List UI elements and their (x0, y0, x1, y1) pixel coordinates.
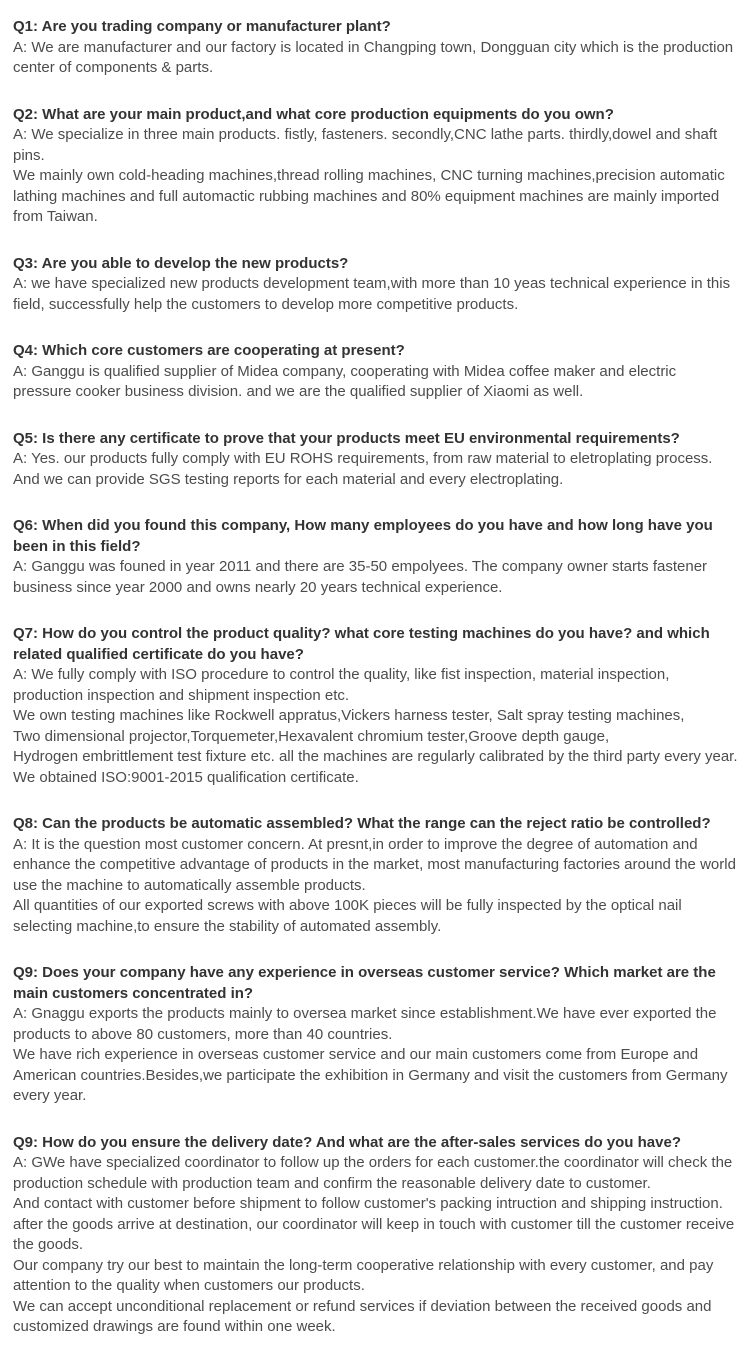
faq-item (13, 17, 738, 79)
faq-answer-paragraph: A: We specialize in three main products. fistly, fasteners. secondly,CNC lathe parts. thirdly,dowel and shaft pins. (13, 126, 718, 164)
faq-question: Q2: What are your main product,and what core production equipments do you own? (13, 105, 614, 123)
faq-answer-paragraph: A: We are manufacturer and our factory is located in Changping town, Dongguan city which is the production center of components & parts. (13, 38, 734, 76)
faq-answer-paragraph: A: It is the question most customer concern. At presnt,in order to improve the degree of automation and enhance the competitive advantage of products in the market, most manufacturing factories around the world use the machine to automatically assemble products. (13, 835, 736, 894)
faq-answer-paragraph: Hydrogen embrittlement test fixture etc. all the machines are regularly calibrated by the third party every year. (13, 748, 738, 765)
faq-answer (13, 1153, 738, 1338)
faq-answer (13, 835, 738, 938)
faq-answer-paragraph: A: Ganggu was founed in year 2011 and there are 35-50 empolyees. The company owner starts fastener business since year 2000 and owns nearly 20 years technical experience. (13, 558, 708, 596)
faq-answer-paragraph: A: Ganggu is qualified supplier of Midea company, cooperating with Midea coffee maker and electric pressure cooker business division. and we are the qualified supplier of Xiaomi as well. (13, 362, 677, 400)
faq-item (13, 963, 738, 1107)
faq-answer-paragraph: A: GWe have specialized coordinator to follow up the orders for each customer.the coordinator will check the production schedule with production team and confirm the reasonable delivery date to customer. (13, 1154, 733, 1192)
faq-answer-paragraph: Two dimensional projector,Torquemeter,Hexavalent chromium tester,Groove depth gauge, (13, 727, 610, 745)
faq-item (13, 814, 738, 937)
faq-item (13, 1133, 738, 1338)
faq-answer-paragraph: All quantities of our exported screws with above 100K pieces will be fully inspected by the optical nail selecting machine,to ensure the stability of automated assembly. (13, 897, 682, 935)
faq-question: Q3: Are you able to develop the new products? (13, 254, 349, 272)
faq-answer-paragraph: We own testing machines like Rockwell appratus,Vickers harness tester, Salt spray testing machines, (13, 707, 685, 724)
faq-answer-paragraph: A: We fully comply with ISO procedure to control the quality, like fist inspection, material inspection, production inspection and shipment inspection etc. (13, 666, 670, 704)
faq-answer (13, 449, 738, 490)
faq-answer-paragraph: We obtained ISO:9001-2015 qualification certificate. (13, 768, 359, 786)
faq-item (13, 341, 738, 403)
faq-question: Q7: How do you control the product quality? what core testing machines do you have? and which related qualified certificate do you have? (13, 625, 710, 663)
faq-answer-paragraph: Our company try our best to maintain the long-term cooperative relationship with every customer, and pay attention to the quality when customers our products. (13, 1256, 714, 1294)
faq-item (13, 516, 738, 598)
faq-answer-paragraph: And contact with customer before shipment to follow customer's packing intruction and shipping instruction. (13, 1195, 723, 1212)
faq-question: Q6: When did you found this company, How many employees do you have and how long have you been in this field? (13, 517, 713, 555)
faq-question: Q1: Are you trading company or manufacturer plant? (13, 18, 391, 35)
faq-item (13, 105, 738, 228)
faq-item (13, 254, 738, 316)
faq-answer-paragraph: We can accept unconditional replacement or refund services if deviation between the received goods and customized drawings are found within one week. (13, 1297, 712, 1335)
faq-question: Q9: Does your company have any experience in overseas customer service? Which market are the main customers concentrated in? (13, 964, 716, 1002)
faq-answer-paragraph: A: Yes. our products fully comply with EU ROHS requirements, from raw material to eletroplating process. (13, 450, 713, 467)
faq-answer (13, 1004, 738, 1107)
faq-answer-paragraph: A: Gnaggu exports the products mainly to oversea market since establishment.We have ever exported the products to above 80 customers, more than 40 countries. (13, 1005, 717, 1043)
faq-item (13, 429, 738, 491)
faq-question: Q8: Can the products be automatic assembled? What the range can the reject ratio be controlled? (13, 815, 711, 832)
faq-item (13, 624, 738, 788)
faq-answer (13, 557, 738, 598)
faq-answer-paragraph: A: we have specialized new products development team,with more than 10 yeas technical experience in this field, successfully help the customers to develop more competitive products. (13, 275, 731, 313)
faq-question: Q4: Which core customers are cooperating at present? (13, 342, 405, 359)
faq-answer (13, 665, 738, 788)
faq-answer (13, 38, 738, 79)
faq-answer-paragraph: We have rich experience in overseas customer service and our main customers come from Europe and American countries.Besides,we participate the exhibition in Germany and visit the customers from Germany every year. (13, 1046, 728, 1104)
faq-answer-paragraph: after the goods arrive at destination, our coordinator will keep in touch with customer till the customer receive the goods. (13, 1215, 735, 1253)
faq-answer-paragraph: And we can provide SGS testing reports for each material and every electroplating. (13, 470, 564, 488)
faq-question: Q5: Is there any certificate to prove that your products meet EU environmental requirements? (13, 429, 680, 447)
faq-answer (13, 362, 738, 403)
faq-answer-paragraph: We mainly own cold-heading machines,thread rolling machines, CNC turning machines,precision automatic lathing machines and full automactic rubbing machines and 80% equipment machines are mainly imported from Taiwan. (13, 167, 725, 225)
faq-answer (13, 125, 738, 228)
faq-answer (13, 274, 738, 315)
faq-question: Q9: How do you ensure the delivery date? And what are the after-sales services do you have? (13, 1133, 681, 1151)
